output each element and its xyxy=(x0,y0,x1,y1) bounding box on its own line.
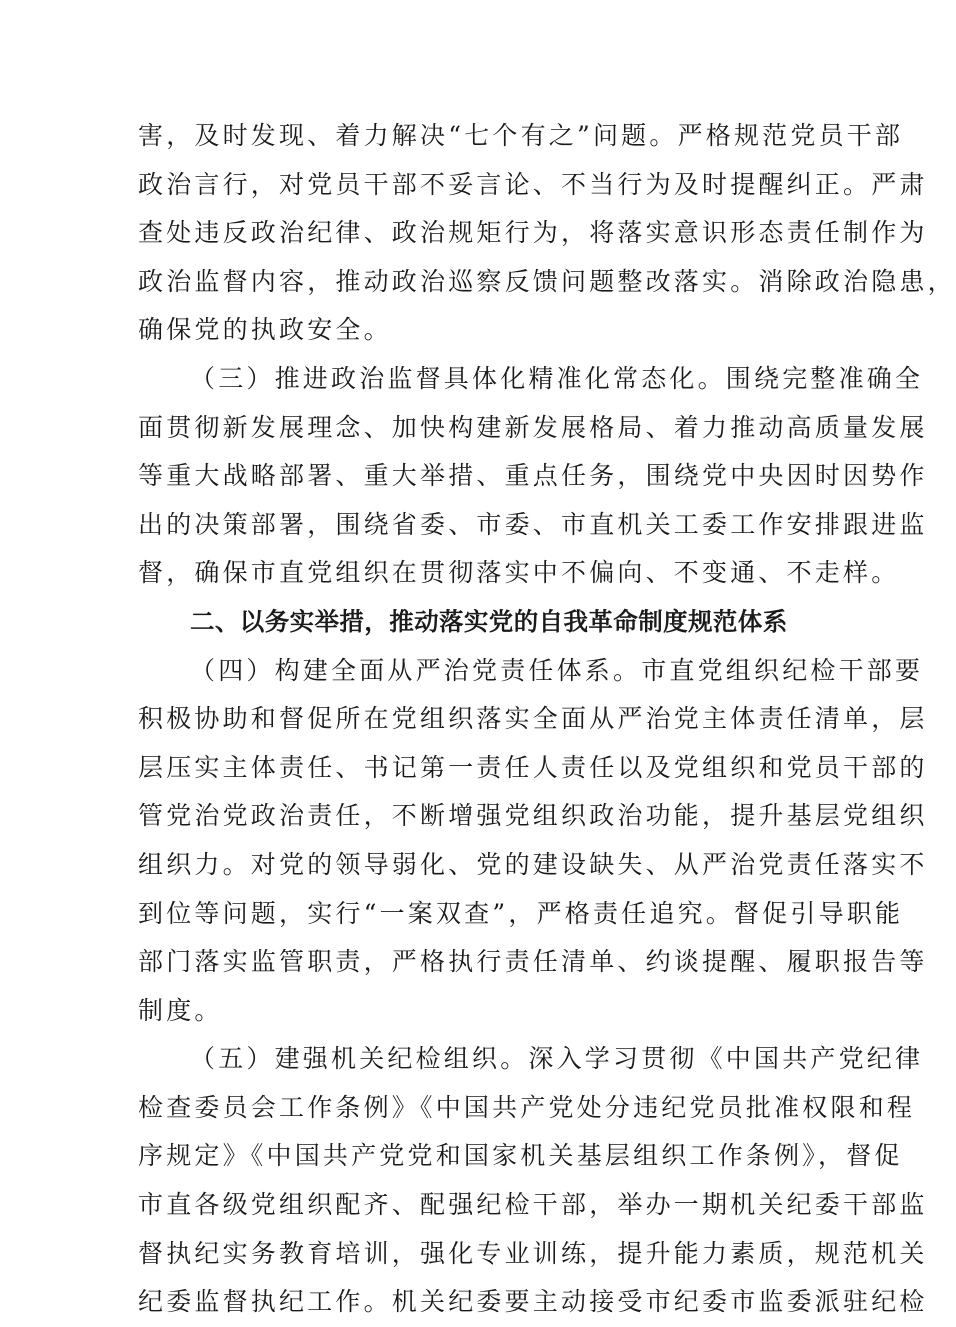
text-line: 到位等问题，实行“一案双查”，严格责任追究。督促引导职能 xyxy=(138,898,904,928)
text-line: 积极协助和督促所在党组织落实全面从严治党主体责任清单，层 xyxy=(138,704,928,734)
text-line: 等重大战略部署、重大举措、重点任务，围绕党中央因时因势作 xyxy=(138,461,928,491)
paragraph-political-discipline xyxy=(138,112,956,355)
text-line: 组织力。对党的领导弱化、党的建设缺失、从严治党责任落实不 xyxy=(138,849,928,879)
section-heading: 二、以务实举措，推动落实党的自我革命制度规范体系 xyxy=(190,606,788,636)
text-line: 层压实主体责任、书记第一责任人责任以及党组织和党员干部的 xyxy=(138,752,928,782)
text-line: 检查委员会工作条例》《中国共产党处分违纪党员批准权限和程 xyxy=(138,1092,916,1122)
document-page xyxy=(138,112,956,1327)
text-line: 面贯彻新发展理念、加快构建新发展格局、着力推动高质量发展 xyxy=(138,412,928,442)
text-line: 查处违反政治纪律、政治规矩行为，将落实意识形态责任制作为 xyxy=(138,218,928,248)
text-line: 部门落实监管职责，严格执行责任清单、约谈提醒、履职报告等 xyxy=(138,947,928,977)
text-line: （三）推进政治监督具体化精准化常态化。围绕完整准确全 xyxy=(190,363,924,393)
text-line: 确保党的执政安全。 xyxy=(138,315,392,345)
text-line: 督执纪实务教育培训，强化专业训练，提升能力素质，规范机关 xyxy=(138,1238,928,1268)
text-line: 管党治党政治责任，不断增强党组织政治功能，提升基层党组织 xyxy=(138,801,928,831)
text-line: 市直各级党组织配齐、配强纪检干部，举办一期机关纪委干部监 xyxy=(138,1190,928,1220)
paragraph-section-5 xyxy=(138,1035,928,1327)
text-line: 纪委监督执纪工作。机关纪委要主动接受市纪委市监委派驻纪检 xyxy=(138,1287,928,1317)
text-line: 出的决策部署，围绕省委、市委、市直机关工委工作安排跟进监 xyxy=(138,509,928,539)
paragraph-section-3 xyxy=(138,355,928,598)
text-line: 督，确保市直党组织在贯彻落实中不偏向、不变通、不走样。 xyxy=(138,558,900,588)
text-line: 政治监督内容，推动政治巡察反馈问题整改落实。消除政治隐患， xyxy=(138,266,956,296)
text-line: 序规定》《中国共产党党和国家机关基层组织工作条例》，督促 xyxy=(138,1141,903,1171)
text-line: 害，及时发现、着力解决“七个有之”问题。严格规范党员干部 xyxy=(138,121,904,150)
paragraph-section-4 xyxy=(138,647,928,1036)
text-line: 制度。 xyxy=(138,995,223,1025)
text-line: （五）建强机关纪检组织。深入学习贯彻《中国共产党纪律 xyxy=(190,1044,924,1074)
text-line: （四）构建全面从严治党责任体系。市直党组织纪检干部要 xyxy=(190,655,924,685)
text-line: 政治言行，对党员干部不妥言论、不当行为及时提醒纠正。严肃 xyxy=(138,169,928,199)
